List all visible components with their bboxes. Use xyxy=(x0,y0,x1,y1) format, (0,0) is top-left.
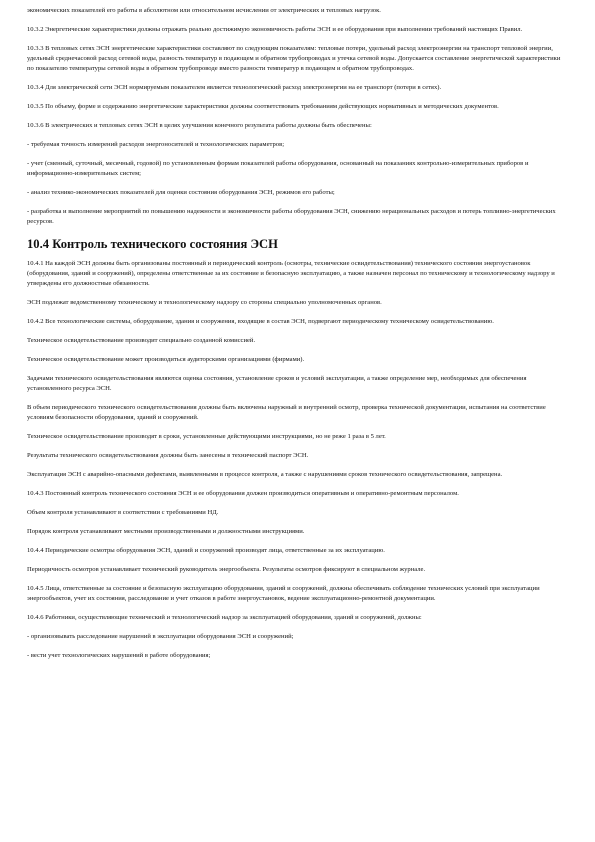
paragraph: В объем периодического технического освидетельствования должны быть включены наружный и внутренний осмотр, проверка технической документации, испытания на соответствие условиям безопасности оборудования, зданий и сооружений. xyxy=(27,404,546,421)
paragraph: Техническое освидетельствование производят в сроки, установленные действующими инструкциями, но не реже 1 раза в 5 лет. xyxy=(27,433,386,440)
paragraph: 10.4.5 Лица, ответственные за состояние и безопасную эксплуатацию оборудования, зданий и сооружений, должны обеспечивать соблюдение технических условий при эксплуатации энергообъектов, учет их состояния, расследование и учет отказов в работе энергоустановок, ведение эксплуатационно-ремонтной документации. xyxy=(27,585,540,602)
paragraph: Результаты технического освидетельствования должны быть занесены в технический паспорт ЭСН. xyxy=(27,452,309,459)
paragraph: Порядок контроля устанавливают местными производственными и должностными инструкциями. xyxy=(27,528,305,535)
paragraph: Эксплуатация ЭСН с аварийно-опасными дефектами, выявленными в процессе контроля, а также с нарушениями сроков технического освидетельствования, запрещена. xyxy=(27,471,503,478)
list-item: - разработка и выполнение мероприятий по повышению надежности и экономичности работы оборудования ЭСН, снижению нерациональных расходов и потерь топливно-энергетических ресурсов. xyxy=(27,208,556,225)
paragraph: 10.3.6 В электрических и тепловых сетях ЭСН в целях улучшения конечного результата работы должны быть обеспечены: xyxy=(27,122,372,129)
paragraphs-before xyxy=(27,6,568,227)
paragraph: 10.3.3 В тепловых сетях ЭСН энергетические характеристики составляют по следующим показателям: тепловые потери, удельный расход электроэнергии на транспорт тепловой энергии, удельный среднечасовой расход сетевой воды, разность температур в подающем и обратном трубопроводах и утечка сетевой воды. Допускается составление энергетической характеристики по показателю температуры сетевой воды в обратном трубопроводе вместо разности температур в подающем и обратном трубопроводах. xyxy=(27,45,561,72)
paragraph: 10.4.2 Все технологические системы, оборудование, здания и сооружения, входящие в состав ЭСН, подвергают периодическому техническому освидетельствованию. xyxy=(27,318,494,325)
list-item: - анализ технико-экономических показателей для оценки состояния оборудования ЭСН, режимов его работы; xyxy=(27,189,335,196)
section-heading: 10.4 Контроль технического состояния ЭСН xyxy=(27,237,278,251)
paragraph: 10.3.4 Для электрической сети ЭСН нормируемым показателем является технологический расход электроэнергии на ее транспорт (потери в сетях). xyxy=(27,84,442,91)
paragraph: Техническое освидетельствование может производиться аудиторскими организациями (фирмами). xyxy=(27,356,305,363)
list-item: - вести учет технологических нарушений в работе оборудования; xyxy=(27,652,211,659)
paragraph: экономических показателей его работы в абсолютном или относительном исчислении от электрических и тепловых нагрузок. xyxy=(27,7,381,14)
paragraph: 10.3.2 Энергетические характеристики должны отражать реально достижимую экономичность работы ЭСН и ее оборудования при выполнении требований настоящих Правил. xyxy=(27,26,523,33)
paragraph: 10.3.5 По объему, форме и содержанию энергетические характеристики должны соответствовать требованиям действующих нормативных и методических документов. xyxy=(27,103,499,110)
paragraph: Задачами технического освидетельствования являются оценка состояния, установление сроков и условий эксплуатации, а также определение мер, необходимых для обеспечения установленного ресурса ЭСН. xyxy=(27,375,527,392)
paragraph: ЭСН подлежат ведомственному техническому и технологическому надзору со стороны специально уполномоченных органов. xyxy=(27,299,382,306)
paragraph: 10.4.4 Периодические осмотры оборудования ЭСН, зданий и сооружений производят лица, ответственные за их эксплуатацию. xyxy=(27,547,385,554)
list-item: - требуемая точность измерений расходов энергоносителей и технологических параметров; xyxy=(27,141,285,148)
list-item: - организовывать расследование нарушений в эксплуатации оборудования ЭСН и сооружений; xyxy=(27,633,294,640)
paragraph: 10.4.6 Работники, осуществляющие технический и технологический надзор за эксплуатацией оборудования, зданий и сооружений, должны: xyxy=(27,614,422,621)
paragraph: 10.4.1 На каждой ЭСН должны быть организованы постоянный и периодический контроль (осмотры, технические освидетельствования) технического состояния энергоустановок (оборудования, зданий и сооружений), определены ответственные за их состояние и безопасную эксплуатацию, а также назначен персонал по техническому и технологическому надзору и утверждены его должностные обязанности. xyxy=(27,260,555,287)
paragraph: Техническое освидетельствование производит специально созданной комиссией. xyxy=(27,337,256,344)
paragraphs-after xyxy=(27,259,568,661)
list-item: - учет (сменный, суточный, месячный, годовой) по установленным формам показателей работы оборудования, основанный на показаниях контрольно-измерительных приборов и информационно-измерительных систем; xyxy=(27,160,529,177)
paragraph: Периодичность осмотров устанавливает технический руководитель энергообъекта. Результаты осмотров фиксируют в специальном журнале. xyxy=(27,566,426,573)
paragraph: Объем контроля устанавливают в соответствии с требованиями НД. xyxy=(27,509,219,516)
paragraph: 10.4.3 Постоянный контроль технического состояния ЭСН и ее оборудования должен производиться оперативным и оперативно-ремонтным персоналом. xyxy=(27,490,459,497)
